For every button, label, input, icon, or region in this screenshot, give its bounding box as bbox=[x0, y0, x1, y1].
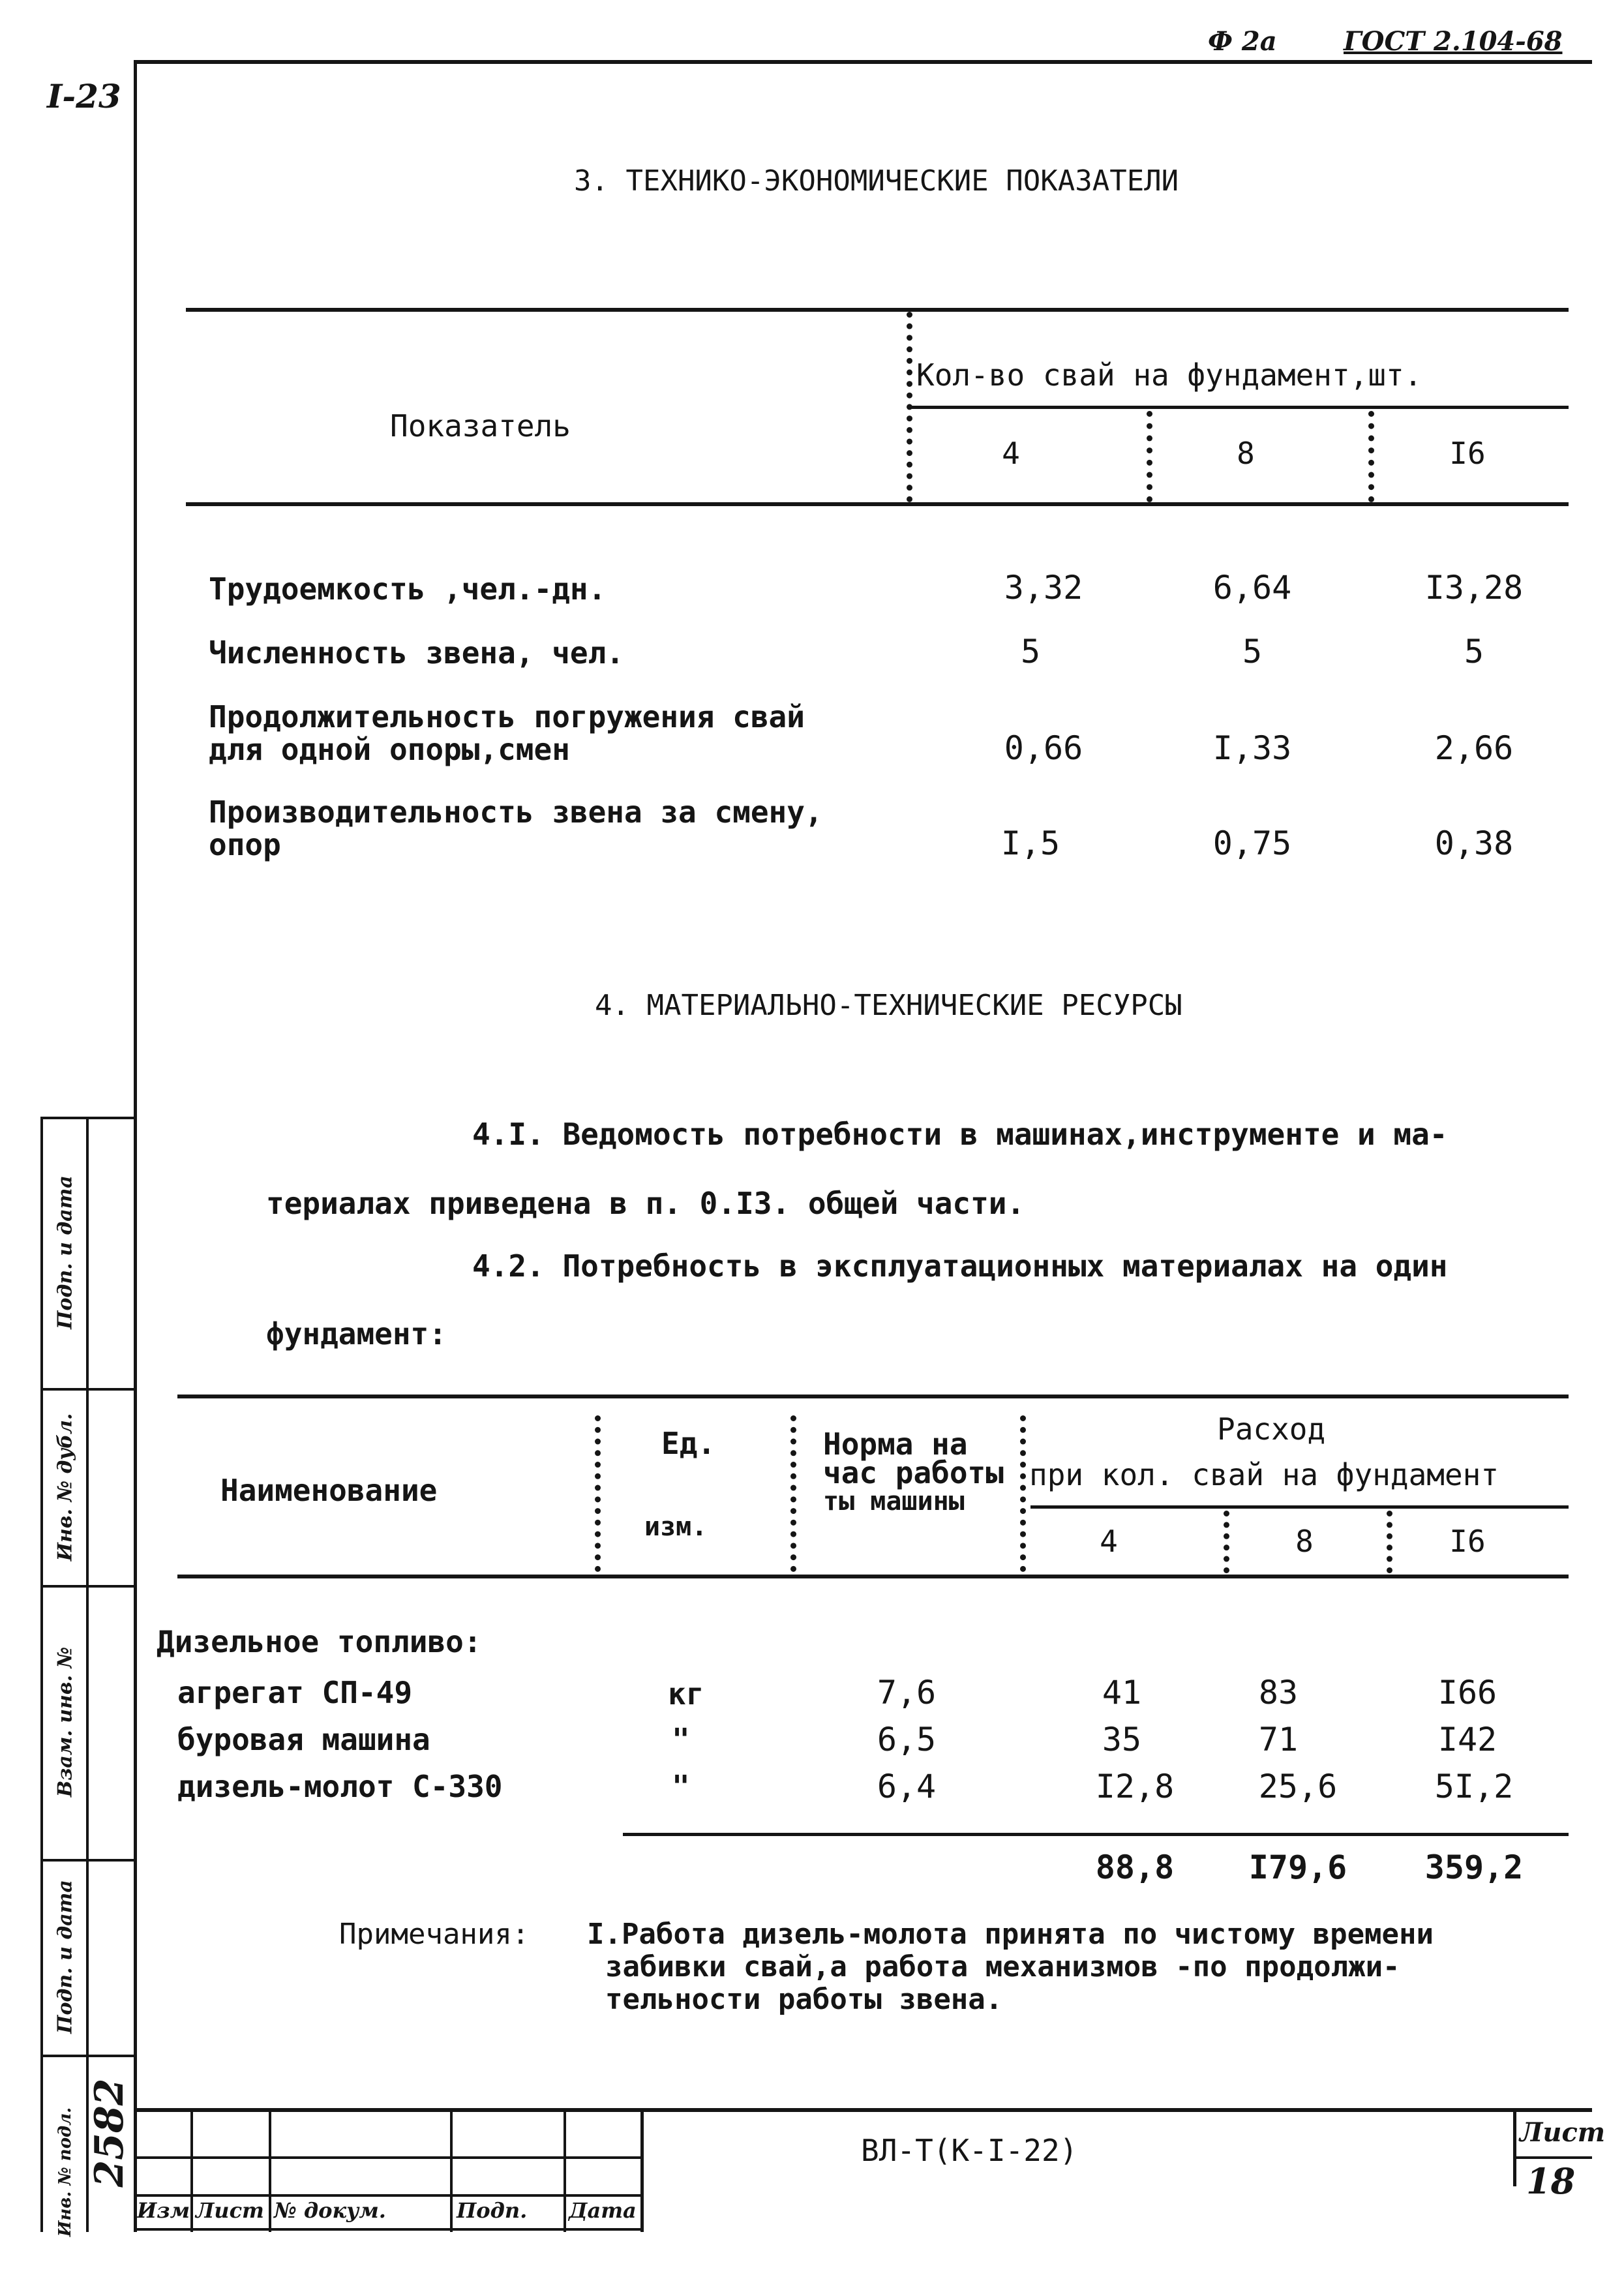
row-unit-sp49-v16: I66 bbox=[1437, 1674, 1497, 1711]
row-crew-label: Численность звена, чел. bbox=[209, 635, 624, 671]
para-4-1-line1: 4.I. Ведомость потребности в машинах,инструменте и ма- bbox=[472, 1117, 1448, 1152]
table2-top-rule bbox=[177, 1395, 1569, 1398]
row-hammer-norm: 6,4 bbox=[877, 1768, 937, 1805]
table1-header-rule bbox=[186, 502, 1569, 506]
stamp-col-sheet-label: Лист bbox=[196, 2198, 264, 2223]
col-name-header: Наименование bbox=[220, 1473, 438, 1508]
table1-sub-rule bbox=[910, 406, 1569, 409]
count-16-header: I6 bbox=[1449, 436, 1486, 471]
row-labor-v4: 3,32 bbox=[1004, 569, 1083, 607]
row-labor-v16: I3,28 bbox=[1424, 569, 1524, 607]
side-label-sign-date-2: Подп. и дата bbox=[53, 1880, 77, 2034]
side-label-orig-inv: Инв. № подл. bbox=[55, 2107, 75, 2237]
table2-divider-5 bbox=[1387, 1511, 1392, 1573]
row-labor-v8: 6,64 bbox=[1212, 569, 1292, 607]
row-labor-label: Трудоемкость ,чел.-дн. bbox=[209, 571, 607, 607]
side-strip-outer-line bbox=[40, 1117, 43, 2232]
row-drill-v4: 35 bbox=[1102, 1721, 1142, 1758]
stamp-col-3 bbox=[450, 2108, 453, 2232]
side-label-sign-date-1: Подп. и дата bbox=[53, 1175, 77, 1329]
table2-header-rule bbox=[177, 1575, 1569, 1578]
group-diesel-fuel: Дизельное топливо: bbox=[157, 1624, 482, 1659]
page-mark: I-23 bbox=[47, 77, 121, 115]
count-8-header: 8 bbox=[1237, 436, 1255, 471]
side-strip-div-3 bbox=[40, 1859, 135, 1862]
stamp-document-code: ВЛ-Т(К-I-22) bbox=[861, 2133, 1078, 2168]
stamp-bottom bbox=[134, 2228, 642, 2231]
count-4-header: 4 bbox=[1002, 436, 1020, 471]
row-unit-sp49-v8: 83 bbox=[1258, 1674, 1299, 1711]
row-crew-v16: 5 bbox=[1464, 633, 1484, 671]
stamp-row-1 bbox=[134, 2156, 642, 2159]
stamp-col-sheet bbox=[1513, 2108, 1516, 2186]
table2-divider-1 bbox=[595, 1415, 601, 1572]
side-inventory-number: 2582 bbox=[87, 2078, 132, 2188]
side-strip-div-4 bbox=[40, 2055, 135, 2057]
count-4-header-2: 4 bbox=[1100, 1524, 1118, 1559]
row-unit-sp49-v4: 41 bbox=[1102, 1674, 1142, 1711]
row-duration-v4: 0,66 bbox=[1004, 729, 1083, 767]
stamp-sheet-number: 18 bbox=[1526, 2160, 1576, 2202]
note-line-3: тельности работы звена. bbox=[605, 1983, 1003, 2016]
side-label-dup-inv: Инв. № дубл. bbox=[53, 1413, 77, 1561]
total-v8: I79,6 bbox=[1248, 1848, 1347, 1886]
para-4-1-line2: териалах приведена в п. 0.I3. общей части. bbox=[266, 1186, 1025, 1221]
total-v16: 359,2 bbox=[1424, 1848, 1524, 1886]
table1-top-rule bbox=[186, 308, 1569, 312]
stamp-row-2 bbox=[134, 2194, 642, 2197]
total-v4: 88,8 bbox=[1095, 1848, 1175, 1886]
para-4-2-line1: 4.2. Потребность в эксплуатационных материалах на один bbox=[472, 1248, 1448, 1284]
row-drill-v16: I42 bbox=[1437, 1721, 1497, 1758]
col-indicator-header: Показатель bbox=[390, 408, 571, 444]
row-output-label-2: опор bbox=[209, 827, 281, 862]
side-strip-top bbox=[40, 1117, 135, 1119]
stamp-top bbox=[134, 2108, 1592, 2112]
row-output-v16: 0,38 bbox=[1434, 824, 1514, 862]
row-duration-v8: I,33 bbox=[1212, 729, 1292, 767]
row-hammer-v8: 25,6 bbox=[1258, 1768, 1338, 1805]
col-unit-header-2: изм. bbox=[644, 1512, 708, 1542]
stamp-sheet-label: Лист bbox=[1520, 2117, 1606, 2148]
side-strip-mid-line bbox=[86, 1117, 89, 2232]
count-16-header-2: I6 bbox=[1449, 1524, 1486, 1559]
col-norm-header-2: час работы bbox=[823, 1455, 1004, 1490]
stamp-col-doc: № докум. bbox=[274, 2198, 386, 2223]
row-crew-v4: 5 bbox=[1020, 633, 1041, 671]
row-output-v4: I,5 bbox=[1000, 824, 1060, 862]
stamp-col-rev: Изм bbox=[137, 2198, 190, 2223]
note-line-1: I.Работа дизель-молота принята по чистому времени bbox=[587, 1918, 1434, 1951]
stamp-col-1 bbox=[190, 2108, 193, 2232]
table2-sub-rule bbox=[1030, 1505, 1569, 1509]
stamp-col-5 bbox=[640, 2108, 644, 2232]
side-strip-div-1 bbox=[40, 1388, 135, 1391]
table1-divider-main bbox=[907, 312, 912, 502]
row-duration-label-1: Продолжительность погружения свай bbox=[209, 699, 805, 734]
row-output-label-1: Производительность звена за смену, bbox=[209, 794, 823, 830]
row-drill-name: буровая машина bbox=[177, 1722, 430, 1757]
frame-top bbox=[134, 60, 1592, 64]
table2-divider-2 bbox=[790, 1415, 796, 1572]
row-drill-v8: 71 bbox=[1258, 1721, 1299, 1758]
col-norm-header-3: ты машины bbox=[823, 1486, 965, 1516]
section4-title: 4. МАТЕРИАЛЬНО-ТЕХНИЧЕСКИЕ РЕСУРСЫ bbox=[595, 989, 1182, 1022]
col-unit-header-1: Ед. bbox=[661, 1426, 716, 1461]
para-4-2-line2: фундамент: bbox=[266, 1316, 447, 1351]
note-label: Примечания: bbox=[339, 1918, 530, 1951]
stamp-col-sign: Подп. bbox=[457, 2198, 528, 2223]
stamp-col-4 bbox=[564, 2108, 566, 2232]
row-unit-sp49-name: агрегат СП-49 bbox=[177, 1675, 413, 1710]
format-code: Ф 2а bbox=[1208, 26, 1277, 57]
col-group-header-2: при кол. свай на фундамент bbox=[1029, 1457, 1499, 1492]
count-8-header-2: 8 bbox=[1295, 1524, 1314, 1559]
side-label-replace-inv: Взам. инв. № bbox=[53, 1646, 77, 1798]
row-output-v8: 0,75 bbox=[1212, 824, 1292, 862]
note-line-2: забивки свай,а работа механизмов -по продолжи- bbox=[605, 1950, 1400, 1983]
row-hammer-unit: " bbox=[672, 1769, 690, 1804]
row-drill-unit: " bbox=[672, 1722, 690, 1757]
section3-title: 3. ТЕХНИКО-ЭКОНОМИЧЕСКИЕ ПОКАЗАТЕЛИ bbox=[574, 164, 1179, 198]
row-drill-norm: 6,5 bbox=[877, 1721, 937, 1758]
stamp-col-date: Дата bbox=[569, 2198, 637, 2223]
stamp-sheet-divider bbox=[1514, 2156, 1592, 2159]
stamp-col-2 bbox=[269, 2108, 271, 2232]
row-hammer-v16: 5I,2 bbox=[1434, 1768, 1514, 1805]
table2-total-rule bbox=[623, 1833, 1569, 1836]
table1-divider-1 bbox=[1147, 411, 1152, 502]
frame-left bbox=[134, 60, 137, 2232]
row-unit-sp49-unit: кг bbox=[668, 1676, 704, 1711]
gost-reference: ГОСТ 2.104-68 bbox=[1344, 26, 1563, 57]
table2-divider-4 bbox=[1224, 1511, 1229, 1573]
row-crew-v8: 5 bbox=[1242, 633, 1263, 671]
row-duration-label-2: для одной опоры,смен bbox=[209, 732, 570, 767]
row-duration-v16: 2,66 bbox=[1434, 729, 1514, 767]
row-hammer-name: дизель-молот С-330 bbox=[177, 1769, 503, 1804]
row-unit-sp49-norm: 7,6 bbox=[877, 1674, 937, 1711]
col-norm-header-1: Норма на bbox=[823, 1426, 968, 1462]
col-group-header: Кол-во свай на фундамент,шт. bbox=[916, 357, 1422, 393]
side-strip-div-2 bbox=[40, 1585, 135, 1588]
table2-divider-3 bbox=[1020, 1415, 1026, 1572]
col-group-header-1: Расход bbox=[1217, 1411, 1326, 1447]
table1-divider-2 bbox=[1368, 411, 1374, 502]
row-hammer-v4: I2,8 bbox=[1095, 1768, 1175, 1805]
